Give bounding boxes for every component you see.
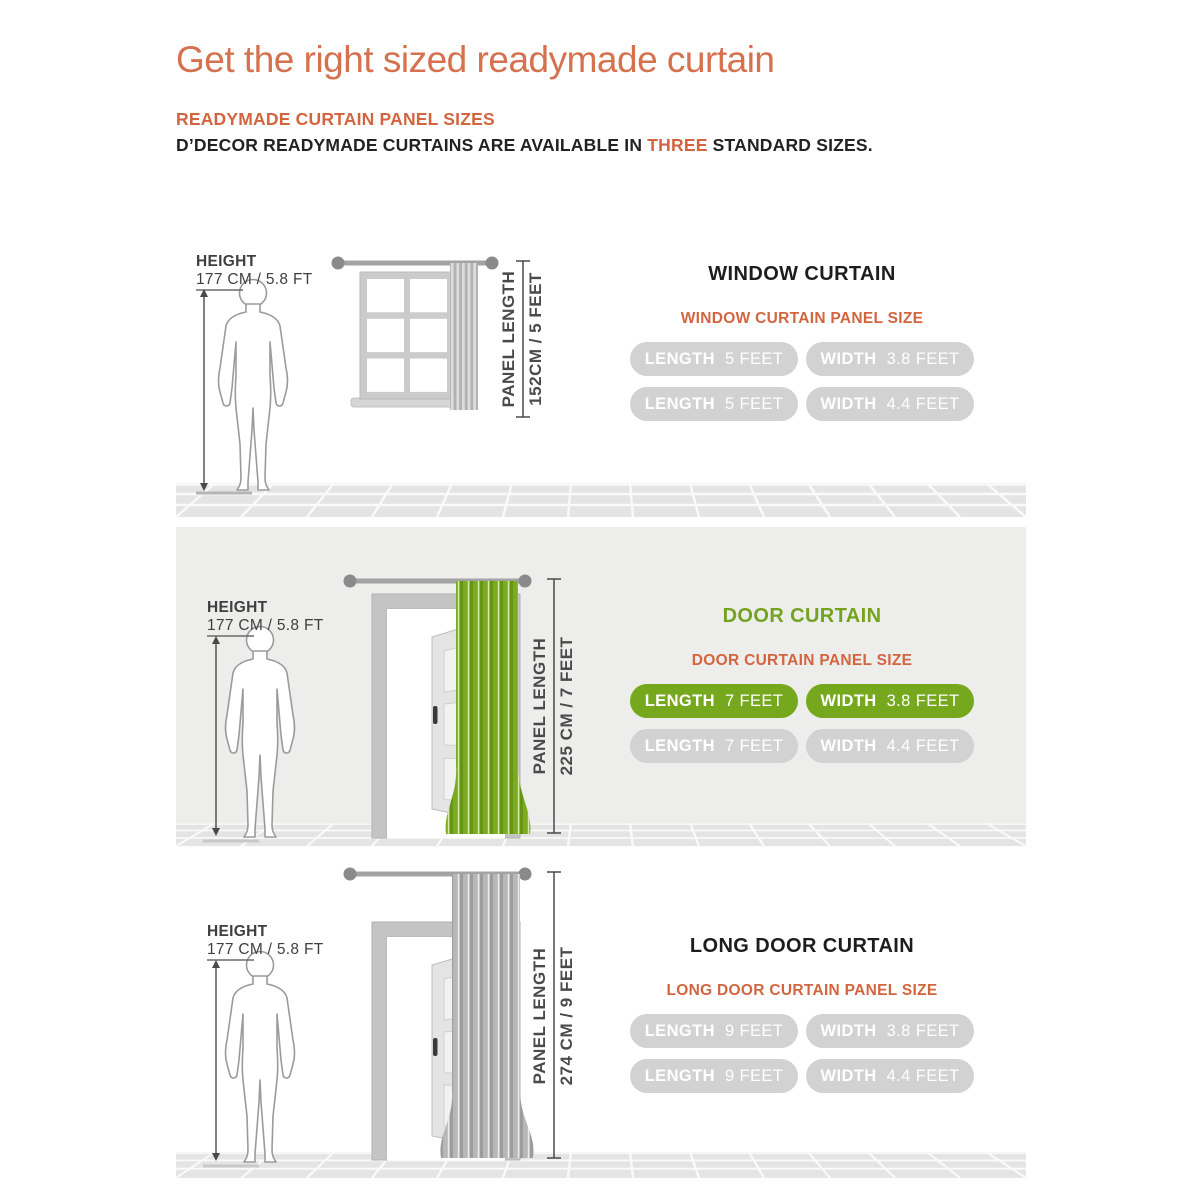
person-figure: [226, 952, 295, 1163]
badge-label: LENGTH: [644, 691, 715, 710]
panel-length-label: PANEL LENGTH: [530, 637, 549, 775]
intro-suffix: STANDARD SIZES.: [707, 134, 873, 155]
size-badge: [630, 729, 798, 763]
size-badge-grid: [630, 684, 974, 763]
intro-prefix: D’DECOR READYMADE CURTAINS ARE AVAILABLE IN: [176, 134, 648, 155]
badge-value: 9 FEET: [724, 1066, 784, 1085]
section-heading: DOOR CURTAIN: [722, 605, 882, 627]
size-badge: [630, 1014, 798, 1048]
badge-value: 3.8 FEET: [886, 1021, 960, 1040]
badge-label: WIDTH: [820, 394, 877, 413]
height-value: 177 CM / 5.8 FT: [207, 941, 324, 958]
badge-value: 5 FEET: [724, 394, 784, 413]
size-badge: [630, 387, 798, 421]
person-figure: [219, 280, 288, 491]
header-kicker: READYMADE CURTAIN PANEL SIZES: [176, 108, 495, 129]
badge-value: 7 FEET: [724, 736, 784, 755]
window-curtain: [450, 263, 478, 410]
badge-value: 3.8 FEET: [886, 349, 960, 368]
size-badge: [806, 729, 974, 763]
height-label: HEIGHT: [207, 923, 268, 940]
panel-size-title: WINDOW CURTAIN PANEL SIZE: [680, 310, 924, 327]
badge-value: 5 FEET: [724, 349, 784, 368]
long-door-curtain-info: [630, 934, 974, 1093]
section-heading: LONG DOOR CURTAIN: [689, 935, 915, 957]
height-label: HEIGHT: [207, 599, 268, 616]
badge-label: WIDTH: [820, 349, 877, 368]
height-label: HEIGHT: [196, 253, 257, 270]
window-scene: [196, 253, 545, 493]
panel-length-label: PANEL LENGTH: [499, 270, 518, 408]
badge-label: LENGTH: [644, 349, 715, 368]
size-badge: [806, 1059, 974, 1093]
panel-size-title: DOOR CURTAIN PANEL SIZE: [691, 652, 913, 669]
badge-value: 4.4 FEET: [886, 736, 960, 755]
height-value: 177 CM / 5.8 FT: [207, 617, 324, 634]
door-handle: [433, 1038, 438, 1056]
window: [351, 272, 457, 407]
badge-label: WIDTH: [820, 736, 877, 755]
panel-size-title: LONG DOOR CURTAIN PANEL SIZE: [666, 982, 938, 999]
window-curtain-info: [630, 262, 974, 421]
size-badge-grid: [630, 1014, 974, 1093]
page-title: Get the right sized readymade curtain: [176, 39, 775, 80]
panel-length-value: 152CM / 5 FEET: [526, 272, 545, 406]
door-curtain-info: [630, 604, 974, 763]
long-door-scene: [203, 868, 576, 1167]
badge-label: WIDTH: [820, 1021, 877, 1040]
door-scene: [203, 575, 576, 842]
badge-label: LENGTH: [644, 394, 715, 413]
long-door-curtain: [440, 874, 533, 1158]
badge-value: 4.4 FEET: [886, 394, 960, 413]
size-badge: [806, 684, 974, 718]
section-heading: WINDOW CURTAIN: [708, 263, 896, 285]
door-curtain-green: [446, 581, 531, 834]
door-handle: [433, 706, 438, 724]
panel-length-dimension: [499, 261, 545, 417]
size-badge-grid: [630, 342, 974, 421]
size-badge: [630, 1059, 798, 1093]
badge-label: WIDTH: [820, 691, 877, 710]
badge-label: WIDTH: [820, 1066, 877, 1085]
person-figure: [226, 627, 295, 838]
intro-highlight: THREE: [647, 134, 708, 155]
badge-value: 7 FEET: [724, 691, 784, 710]
badge-value: 4.4 FEET: [886, 1066, 960, 1085]
badge-label: LENGTH: [644, 1021, 715, 1040]
badge-label: LENGTH: [644, 736, 715, 755]
panel-length-value: 225 CM / 7 FEET: [557, 636, 576, 776]
size-badge: [630, 342, 798, 376]
badge-value: 3.8 FEET: [886, 691, 960, 710]
panel-length-value: 274 CM / 9 FEET: [557, 946, 576, 1086]
panel-length-label: PANEL LENGTH: [530, 947, 549, 1085]
size-badge: [806, 1014, 974, 1048]
panel-length-dimension: [530, 872, 576, 1158]
size-badge: [630, 684, 798, 718]
badge-value: 9 FEET: [724, 1021, 784, 1040]
size-badge: [806, 342, 974, 376]
height-value: 177 CM / 5.8 FT: [196, 271, 313, 288]
badge-label: LENGTH: [644, 1066, 715, 1085]
size-badge: [806, 387, 974, 421]
panel-length-dimension: [530, 579, 576, 833]
